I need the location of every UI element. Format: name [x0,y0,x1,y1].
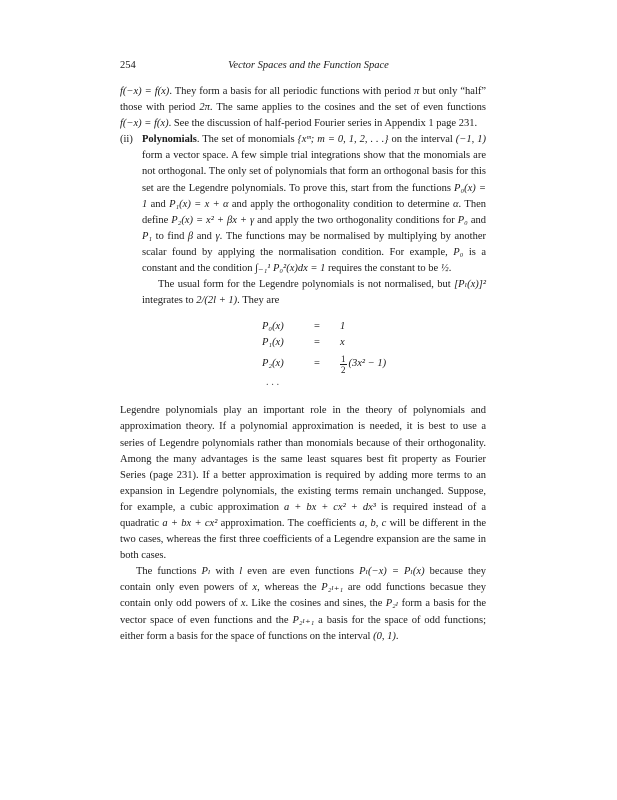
text: is a constant and the condition [142,246,486,275]
math: P₁(x) = x + α [169,198,229,210]
text: form a basis for the vector space of even functions and the [120,598,486,626]
eq-lhs: P₁(x) [262,337,284,349]
text: and [467,214,486,226]
eq-equals: = [314,337,320,349]
math: P₂(x) = x² + βx + γ [171,214,255,226]
equation-p0 [262,319,486,335]
text: form a vector space. A few simple trial integrations show that the monomials are not orthogonal. The only set of polynomials that form an orthogonal basis for this set are the Legendre polynomials. To prove this, start from the functions [142,150,486,194]
math-even-odd: f(−x) = f(x) [120,86,170,97]
math: a + bx + cx² [162,517,218,529]
eq-rhs: 1 [340,321,346,333]
item-heading: Polynomials [142,134,197,146]
math: β [187,230,194,242]
math: P₂ₗ₊₁ [292,614,315,626]
math: a + bx + cx² + dx³ [284,501,376,513]
text: and [193,230,216,242]
text: on the interval [388,134,456,146]
math: {xᵐ; m = 0, 1, 2, . . .} [297,134,389,146]
text: , whereas the [257,582,322,594]
math: P₂ₗ [385,598,399,610]
text: even are even functions [242,566,360,578]
math: x [240,598,246,610]
text: . The same applies to the cosines and the set of even functions [209,102,486,114]
eq-equals: = [314,321,320,333]
text: approximation. The coefficients [217,517,360,529]
fraction-denominator: 2 [341,364,346,375]
equation-p2 [262,351,486,377]
paragraph-periodic [120,84,486,132]
body-text [120,84,486,645]
paragraph-even-odd-functions [120,564,486,644]
math: ½ [440,263,449,275]
eq-lhs: P₂(x) [262,358,284,370]
text: and apply the two orthogonality conditions for [254,214,458,226]
text: The usual form for the Legendre polynomials is not normalised, but [158,279,455,291]
text: and [147,198,170,210]
math: P₁ [142,230,153,242]
text: are odd functions becasue they contain only odd powers of [120,582,486,610]
legendre-equations [120,319,486,391]
text: . Like the cosines and sines, the [245,598,386,610]
math: 2/(2l + 1) [196,295,238,307]
text: . [395,630,399,642]
text: . [448,263,452,275]
text: with [210,566,240,578]
math: Pₗ [201,566,211,578]
text: and apply the orthogonality condition to determine [228,198,453,210]
text: The functions [136,566,202,578]
text: is required instead of a quadratic [120,501,486,529]
math: P₀(x) = 1 [142,182,486,210]
text: will be different in the two cases, whereas the first three coefficients of a Legendre expansion are the same in both cases. [120,517,486,562]
text: . The functions may be normalised by multiplying by another scalar found by applying the normalisation condition. For example, [142,230,486,258]
text: . See the discussion of half-period Fourier series in Appendix 1 page 231. [168,118,478,130]
math: [Pₗ(x)]² [454,279,486,291]
math: π [414,86,420,97]
math: P₂ₗ₊₁ [321,582,344,594]
equation-p1 [262,335,486,351]
item-number: (ii) [120,134,133,146]
text: requires the constant to be [325,263,441,275]
text: because they contain only even powers of [120,566,487,594]
item-body [142,132,486,309]
math: α [452,198,459,210]
math: f(−x) = f(x) [120,118,169,130]
paragraph-legendre-role [120,403,486,564]
math: γ [215,230,220,242]
header-title: Vector Spaces and the Function Space [228,60,389,71]
math: 2π [199,102,210,114]
text: integrates to [142,295,197,307]
eq-rhs: x [340,337,345,349]
math: (0, 1) [373,630,396,642]
fraction-half [340,354,347,375]
list-item-polynomials [120,132,486,309]
math: l [239,566,243,578]
fraction-numerator: 1 [341,353,346,364]
paragraph-usual-form [142,277,486,309]
text: a basis for the space of odd functions; either form a basis for the space of functions on the interval [120,614,486,642]
text: . Then define [142,198,486,226]
text: . They are [237,295,280,307]
eq-equals: = [314,358,320,370]
text: but only “half” those with period [120,86,487,114]
math: ∫₋₁¹ P₀²(x)dx = 1 [255,263,326,275]
page-number: 254 [120,60,136,71]
math: (−1, 1) [455,134,486,146]
eq-rhs: (3x² − 1) [348,358,387,370]
text: to find [152,230,188,242]
math: x [252,582,258,594]
math: P₀ [457,214,468,226]
equation-ellipsis: . . . [266,377,280,389]
math: P₀ [453,246,464,258]
text: . They form a basis for all periodic functions with period [169,86,412,97]
math: a, b, c [359,517,387,529]
text: . The set of monomials [196,134,298,146]
text: Legendre polynomials play an important role in the theory of polynomials and approximation theory. If a polynomial approximation is needed, it is best to use a series of Legendre polynomials rather than monomials because of their orthogonality. Among the many advantages is the same least squares best fit property as Fourier Series (page 231). If a better approximation is required by adding more terms to an expansion in Legendre polynomials, the existing terms remain unchanged. Suppose, for example, a cubic approximation [120,405,486,513]
eq-lhs: P₀(x) [262,321,284,333]
math: Pₗ(−x) = Pₗ(x) [359,566,425,578]
